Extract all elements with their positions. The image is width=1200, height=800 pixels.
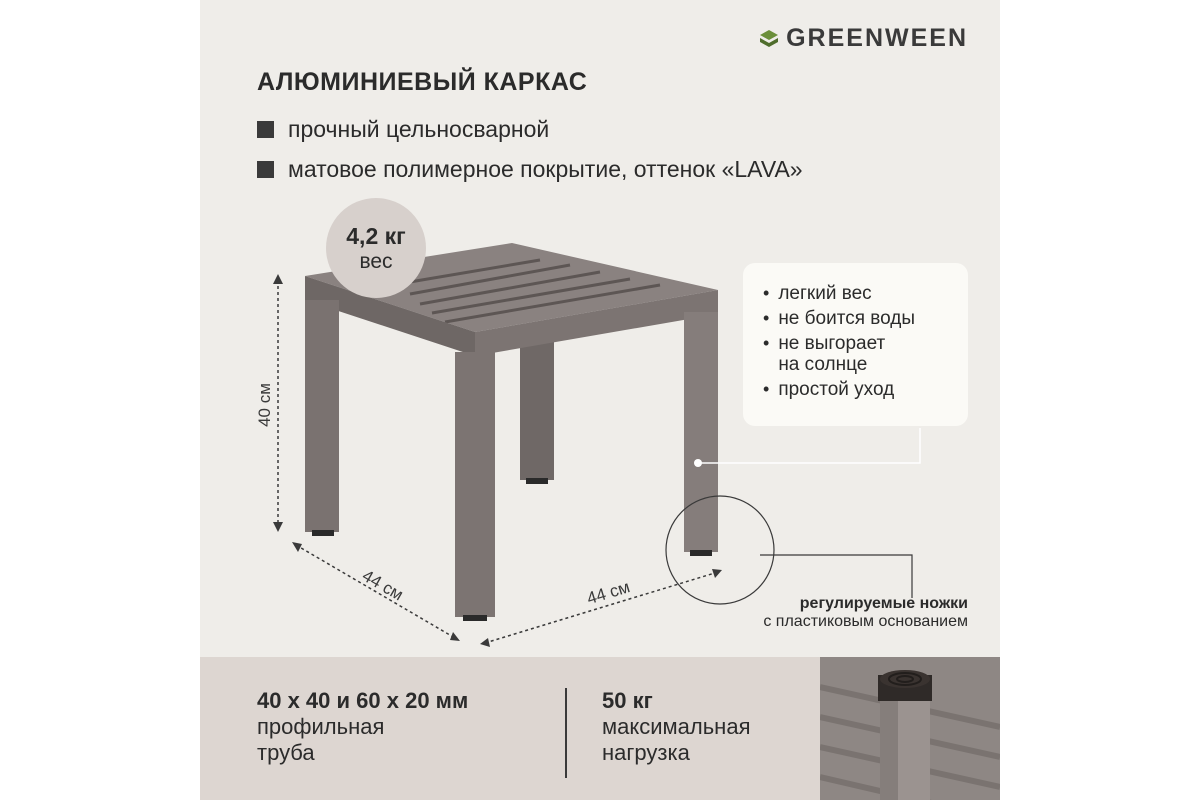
height-label: 40 см	[255, 383, 274, 427]
weight-value: 4,2 кг	[346, 222, 406, 249]
bullet-text: прочный цельносварной	[288, 116, 550, 142]
features-box	[743, 263, 968, 426]
product-card	[200, 0, 1000, 800]
width-label: 44 см	[584, 577, 633, 609]
spec-profile	[257, 688, 468, 766]
feature-item: на солнце	[778, 354, 868, 375]
leg-closeup-photo	[820, 657, 1000, 800]
spec-value: 50 кг	[602, 688, 653, 713]
spec-line: профильная	[257, 714, 385, 739]
depth-label: 44 см	[359, 566, 407, 605]
legs-label	[763, 595, 968, 631]
bullet-text: матовое полимерное покрытие, оттенок «LAVA»	[288, 156, 803, 182]
feature-item: • не выгорает	[763, 333, 886, 354]
brand-name: GREENWEEN	[786, 24, 968, 52]
weight-badge	[326, 198, 426, 298]
feature-item: • легкий вес	[763, 283, 872, 304]
spec-line: нагрузка	[602, 740, 690, 765]
feature-item: • не боится воды	[763, 308, 916, 329]
spec-value: 40 х 40 и 60 х 20 мм	[257, 688, 469, 713]
spec-line: максимальная	[602, 714, 751, 739]
legs-title: регулируемые ножки	[799, 595, 968, 612]
spec-divider	[565, 688, 567, 778]
spec-load	[602, 688, 750, 766]
page-title: АЛЮМИНИЕВЫЙ КАРКАС	[257, 68, 588, 96]
legs-subtitle: с пластиковым основанием	[763, 613, 968, 630]
spec-line: труба	[257, 740, 315, 765]
weight-label: вес	[359, 249, 393, 273]
feature-item: • простой уход	[763, 379, 895, 400]
